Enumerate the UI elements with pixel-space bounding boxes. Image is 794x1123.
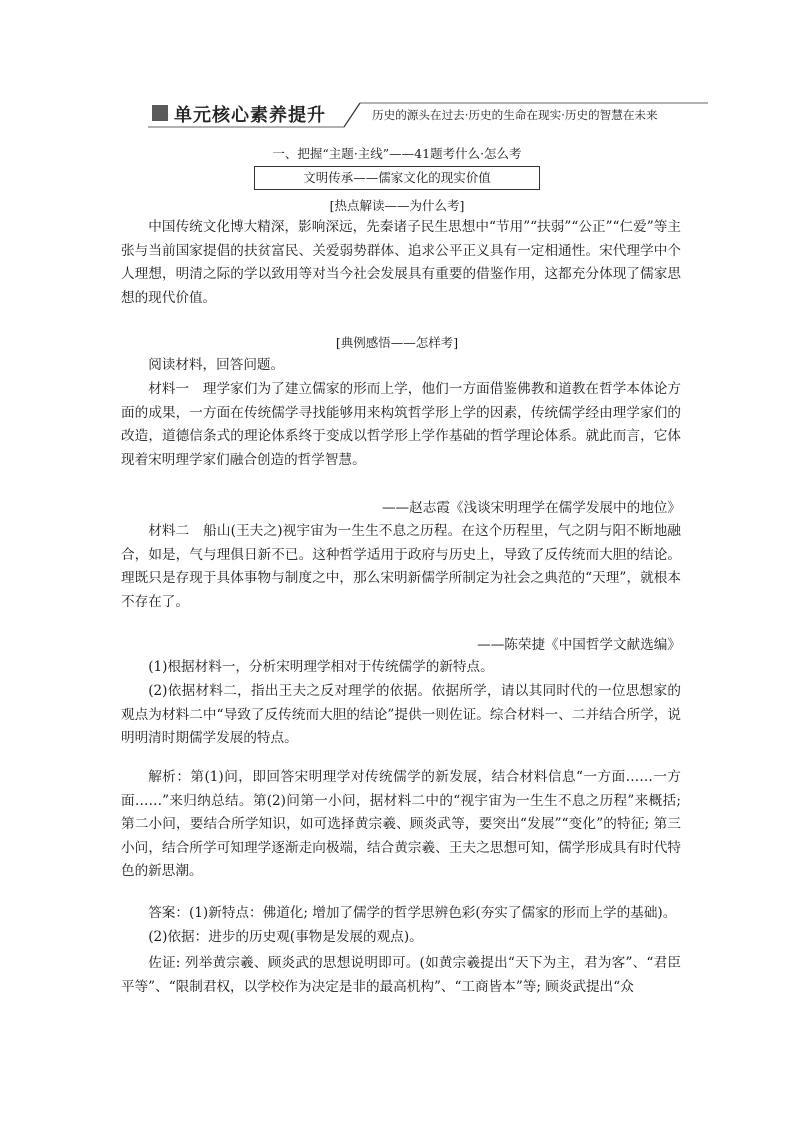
material-two: 材料二 船山(王夫之)视宇宙为一生生不息之历程。在这个历程里，气之阴与阳不断地融合，如是，气与理俱日新不已。这种哲学适用于政府与历史上，导致了反传统而大胆的结论。理既只是存现于具体事物与制度之中，那么宋明新儒学所制定为社会之典范的“天理”，就根本不存在了。 [121, 523, 681, 610]
material-one: 材料一 理学家们为了建立儒家的形而上学，他们一方面借鉴佛教和道教在哲学本体论方面的成果，一方面在传统儒学寻找能够用来构筑哲学形上学的因素，传统儒学经由理学家们的改造，道德信条式的理论体系终于变成以哲学形上学作基础的哲学理论体系。就此而言，它体现着宋明理学家们融合创造的哲学智慧。 [121, 381, 681, 468]
unit-slogan: 历史的源头在过去·历史的生命在现实·历史的智慧在未来 [372, 108, 658, 122]
evidence-paragraph: 佐证: 列举黄宗羲、顾炎武的思想说明即可。(如黄宗羲提出“天下为主，君为客”、“君臣平等”、“限制君权，以学校作为决定是非的最高机构”、“工商皆本”等; 顾炎武提出“众 [121, 955, 681, 995]
material-two-source: ——陈荣捷《中国哲学文献选编》 [477, 637, 681, 653]
analysis-paragraph: 解析：第(1)问，即回答宋明理学对传统儒学的新发展，结合材料信息“一方面……一方面……”来归纳总结。第(2)问第一小问，据材料二中的“视宇宙为一生生不息之历程”来概括; 第二小问，要结合所学知识，如可选择黄宗羲、顾炎武等，要突出“发展”“变化”的特征; 第三小问，结合所学可知理学逐渐走向极端，结合黄宗羲、王夫之思想可知，儒学形成具有时代特色的新思潮。 [121, 769, 681, 880]
section-title: 一、把握“主题·主线”——41题考什么·怎么考 [272, 146, 522, 161]
hot-topic-label: [热点解读——为什么考] [329, 198, 465, 213]
unit-header-banner [148, 100, 708, 128]
answer-two: (2)依据：进步的历史观(事物是发展的观点)。 [148, 929, 423, 945]
answer-one: 答案：(1)新特点：佛道化; 增加了儒学的哲学思辨色彩(夯实了儒家的形而上学的基础)。 [148, 905, 677, 921]
instruction-text: 阅读材料，回答问题。 [148, 357, 285, 373]
material-one-source: ——赵志霞《浅谈宋明理学在儒学发展中的地位》 [381, 500, 681, 516]
intro-paragraph: 中国传统文化博大精深，影响深远，先秦诸子民生思想中“节用”“扶弱”“公正”“仁爱”等主张与当前国家提倡的扶贫富民、关爱弱势群体、追求公平正义具有一定相通性。宋代理学中个人理想，明清之际的学以致用等对当今社会发展具有重要的借鉴作用，这都充分体现了儒家思想的现代价值。 [121, 219, 681, 306]
example-label: [典例感悟——怎样考] [335, 335, 459, 350]
square-bullet-icon [152, 105, 168, 121]
question-one: (1)根据材料一，分析宋明理学相对于传统儒学的新特点。 [148, 659, 494, 675]
question-two: (2)依据材料二，指出王夫之反对理学的依据。依据所学，请以其同时代的一位思想家的观点为材料二中“导致了反传统而大胆的结论”提供一则佐证。综合材料一、二并结合所学，说明明清时期儒学发展的特点。 [121, 683, 681, 747]
topic-box: 文明传承——儒家文化的现实价值 [254, 166, 540, 190]
unit-title: 单元核心素养提升 [174, 105, 326, 126]
